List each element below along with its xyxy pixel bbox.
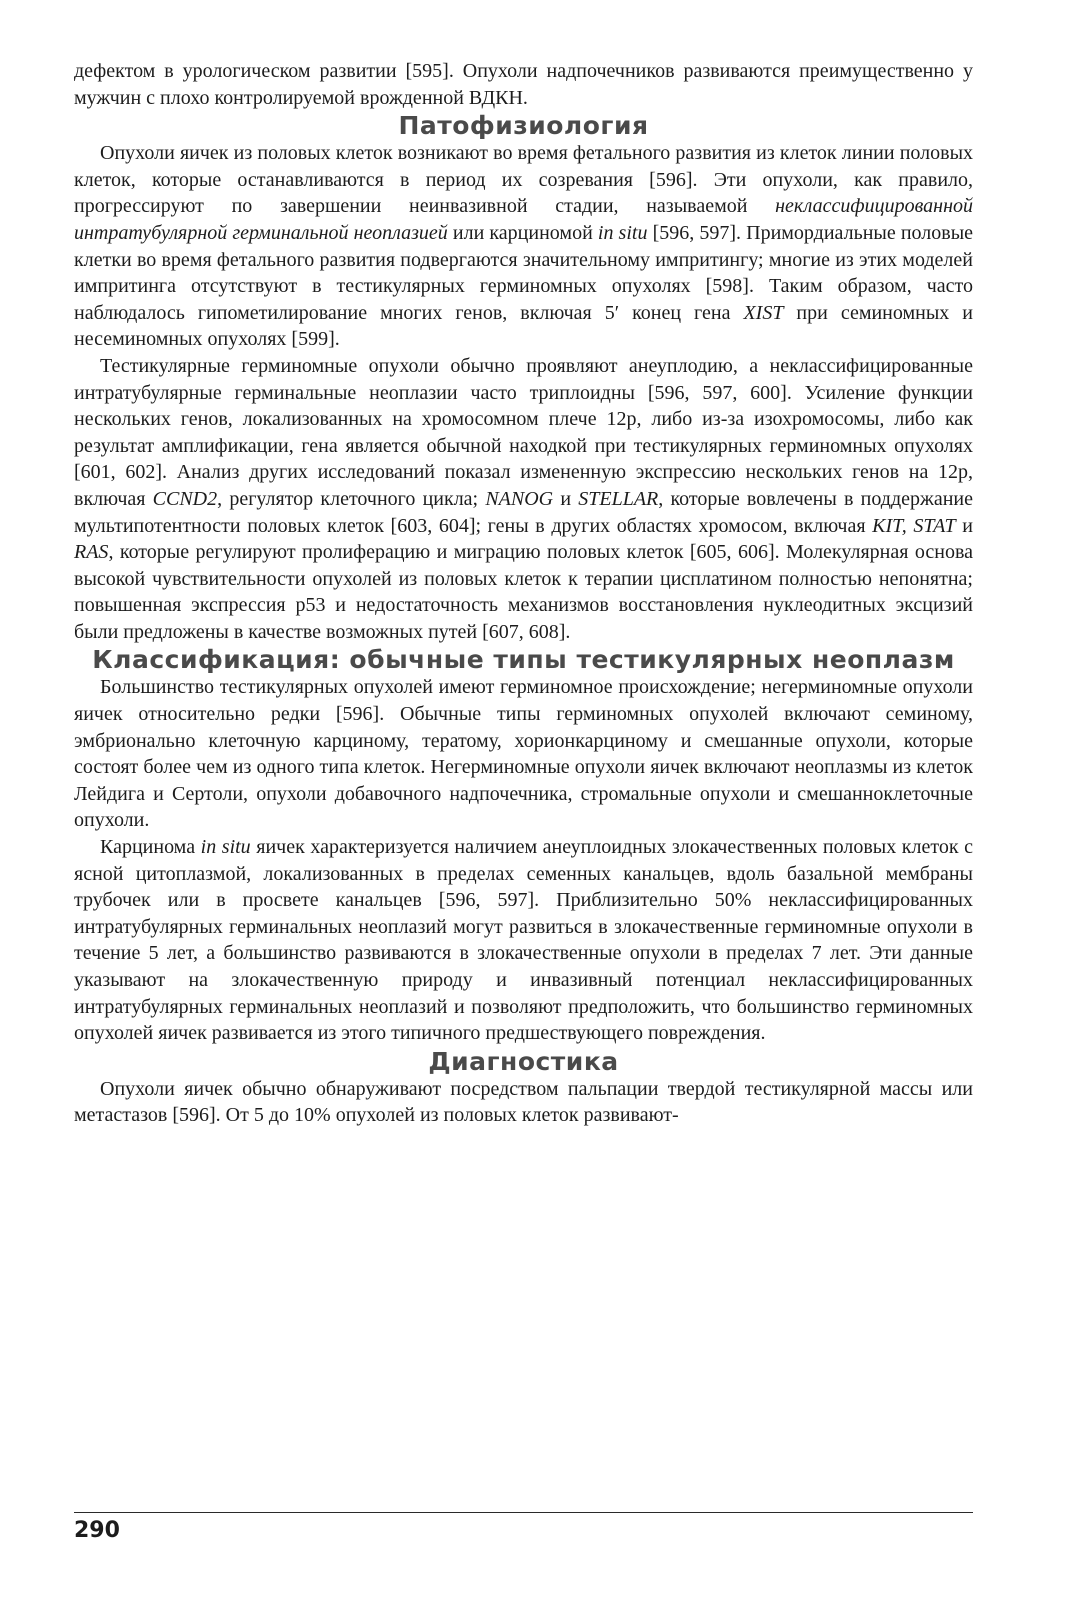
pathophysiology-paragraph-2: Тестикулярные герминомные опухоли обычно проявляют анеуплодию, а неклассифицированные интратубулярные герминальные неоплазии часто триплоидны [596, 597, 600]. Усиление функции нескольких генов, локализованных на хромосомном плече 12р, либо из-за изохромосомы, либо как результат амплификации, гена является обычной находкой при тестикулярных герминомных опухолях [601, 602]. Анализ других исследований показал измененную экспрессию нескольких генов на 12р, включая CCND2, регулятор клеточного цикла; NANOG и STELLAR, которые вовлечены в поддержание мультипотентности половых клеток [603, 604]; гены в других областях хромосом, включая KIT, STAT и RAS, которые регулируют пролиферацию и миграцию половых клеток [605, 606]. Молекулярная основа высокой чувствительности опухолей из половых клеток к терапии цисплатином полностью непонятна; повышенная экспрессия p53 и недостаточность механизмов восстановления нуклеодитных эксцизий были предложены в качестве возможных путей [607, 608]. xyxy=(74,354,974,643)
pathophysiology-paragraph-1: Опухоли яичек из половых клеток возникают во время фетального развития из клеток линии половых клеток, которые останавливаются в период их созревания [596]. Эти опухоли, как правило, прогрессируют по завершении неинвазивной стадии, называемой неклассифицированной интратубулярной герминальной неоплазией или карциномой in situ [596, 597]. Примордиальные половые клетки во время фетального развития подвергаются значительному импритингу; многие из этих моделей импритинга отсутствуют в тестикулярных герминомных опухолях [598]. Таким образом, часто наблюдалось гипометилирование многих генов, включая 5′ конец гена XIST при семиномных и несеминомных опухолях [599]. xyxy=(74,142,974,351)
section-heading-diagnostics: Диагностика xyxy=(428,1046,619,1076)
footer-divider xyxy=(74,1512,973,1513)
classification-paragraph-1: Большинство тестикулярных опухолей имеют герминомное происхождение; негерминомные опухоли яичек относительно редки [596]. Обычные типы герминомных опухолей включают семиному, эмбрионально клеточную карциному, тератому, хорионкарциному и смешанные опухоли, которые состоят более чем из одного типа клеток. Негерминомные опухоли яичек включают неоплазмы из клеток Лейдига и Сертоли, опухоли добавочного надпочечника, стромальные опухоли и смешанноклеточные опухоли. xyxy=(74,676,973,832)
page-number: 290 xyxy=(74,1518,120,1543)
diagnostics-paragraph-1: Опухоли яичек обычно обнаруживают посредством пальпации твердой тестикулярной массы или метастазов [596]. От 5 до 10% опухолей из половых клеток развивают- xyxy=(74,1077,973,1127)
section-heading-classification: Классификация: обычные типы тестикулярных неоплазм xyxy=(92,645,955,675)
section-heading-pathophysiology: Патофизиология xyxy=(398,111,649,141)
intro-paragraph: дефектом в урологическом развитии [595]. Опухоли надпочечников развиваются преимущественно у мужчин с плохо контролируемой врожденной ВДКН. xyxy=(74,60,973,109)
classification-paragraph-2: Карцинома in situ яичек характеризуется наличием анеуплоидных злокачественных половых клеток с ясной цитоплазмой, локализованных в пределах семенных канальцев, вдоль базальной мембраны трубочек или в просвете канальцев [596, 597]. Приблизительно 50% неклассифицированных интратубулярных герминальных неоплазий могут развиться в злокачественные герминомные опухоли в течение 5 лет, а большинство развиваются в злокачественные опухоли в пределах 7 лет. Эти данные указывают на злокачественную природу и инвазивный потенциал неклассифицированных интратубулярных герминальных неоплазий и позволяют предположить, что большинство герминомных опухолей яичек развивается из этого типичного предшествующего повреждения. xyxy=(74,836,974,1045)
